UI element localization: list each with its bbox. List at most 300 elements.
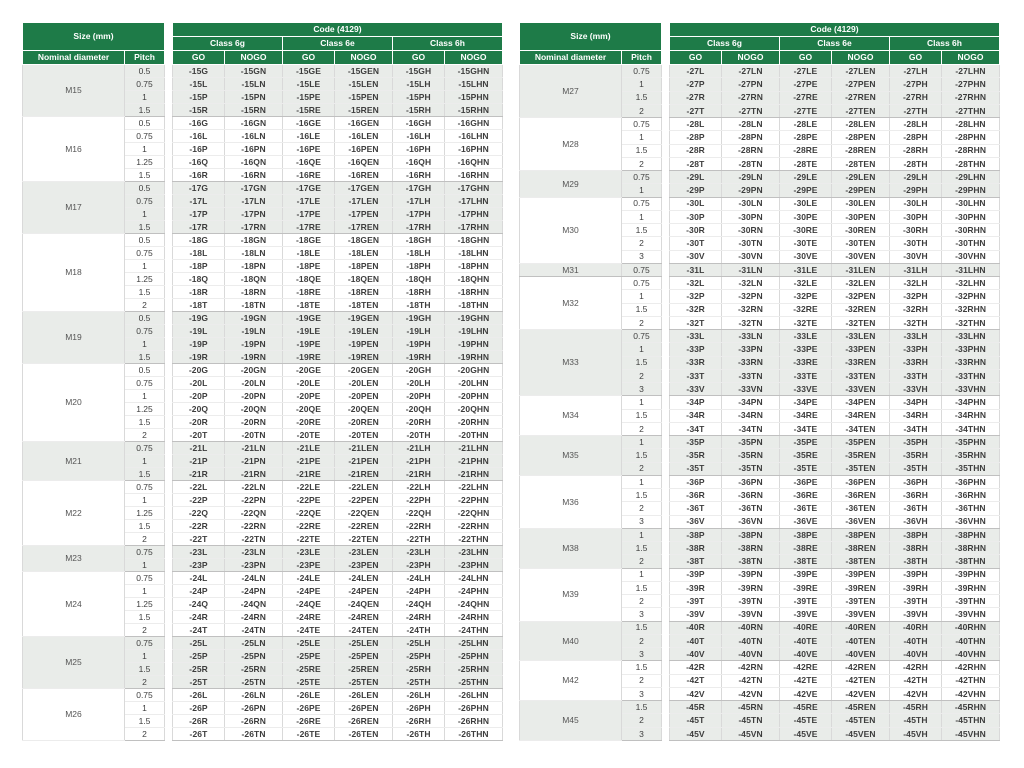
nogo-code-cell: -32LEN: [832, 277, 890, 290]
nogo-code-cell: -29LEN: [832, 171, 890, 184]
table-row: [520, 396, 1000, 409]
go-code-cell: -26R: [173, 715, 225, 728]
go-code-cell: -36VE: [780, 515, 832, 528]
pitch-cell: 2: [125, 429, 165, 442]
nogo-code-cell: -30RN: [722, 224, 780, 237]
header-class-6h: Class 6h: [890, 37, 1000, 51]
column-gap: [662, 648, 670, 661]
go-code-cell: -19PE: [283, 338, 335, 351]
go-code-cell: -31LE: [780, 263, 832, 276]
go-code-cell: -39TH: [890, 595, 942, 608]
go-code-cell: -39VE: [780, 608, 832, 621]
column-gap: [662, 608, 670, 621]
go-code-cell: -16L: [173, 130, 225, 143]
nogo-code-cell: -16PHN: [445, 143, 503, 156]
nogo-code-cell: -30PHN: [942, 210, 1000, 223]
nogo-code-cell: -34PHN: [942, 396, 1000, 409]
go-code-cell: -29LE: [780, 171, 832, 184]
pitch-cell: 3: [622, 383, 662, 396]
column-gap: [662, 303, 670, 316]
nominal-diameter-cell: M17: [23, 182, 125, 234]
column-gap: [662, 449, 670, 462]
nogo-code-cell: -28REN: [832, 144, 890, 157]
pitch-cell: 2: [125, 676, 165, 689]
nogo-code-cell: -26LN: [225, 689, 283, 702]
column-gap: [165, 325, 173, 338]
nogo-code-cell: -24RHN: [445, 611, 503, 624]
column-gap: [165, 689, 173, 702]
nogo-code-cell: -21PHN: [445, 455, 503, 468]
nogo-code-cell: -29PEN: [832, 184, 890, 197]
nogo-code-cell: -25PEN: [335, 650, 393, 663]
nogo-code-cell: -33RN: [722, 356, 780, 369]
nogo-code-cell: -18QHN: [445, 273, 503, 286]
nogo-code-cell: -18LHN: [445, 247, 503, 260]
nogo-code-cell: -16LEN: [335, 130, 393, 143]
go-code-cell: -40V: [670, 648, 722, 661]
nogo-code-cell: -15LN: [225, 78, 283, 91]
nogo-code-cell: -36PHN: [942, 475, 1000, 488]
nogo-code-cell: -29PN: [722, 184, 780, 197]
go-code-cell: -30T: [670, 237, 722, 250]
go-code-cell: -15R: [173, 104, 225, 117]
pitch-cell: 0.5: [125, 182, 165, 195]
go-code-cell: -21LE: [283, 442, 335, 455]
go-code-cell: -22RE: [283, 520, 335, 533]
column-gap: [165, 507, 173, 520]
nogo-code-cell: -20PHN: [445, 390, 503, 403]
nogo-code-cell: -22TEN: [335, 533, 393, 546]
nogo-code-cell: -20RN: [225, 416, 283, 429]
go-code-cell: -17P: [173, 208, 225, 221]
go-code-cell: -17RE: [283, 221, 335, 234]
go-code-cell: -29L: [670, 171, 722, 184]
nogo-code-cell: -23PEN: [335, 559, 393, 572]
column-gap: [165, 78, 173, 91]
go-code-cell: -30TH: [890, 237, 942, 250]
go-code-cell: -34RH: [890, 409, 942, 422]
nominal-diameter-cell: M20: [23, 364, 125, 442]
go-code-cell: -36RH: [890, 489, 942, 502]
nogo-code-cell: -16LN: [225, 130, 283, 143]
table-header: [23, 23, 503, 65]
nogo-code-cell: -24REN: [335, 611, 393, 624]
nogo-code-cell: -28PHN: [942, 131, 1000, 144]
go-code-cell: -36P: [670, 475, 722, 488]
nogo-code-cell: -34THN: [942, 422, 1000, 435]
pitch-cell: 1: [622, 396, 662, 409]
go-code-cell: -34R: [670, 409, 722, 422]
pitch-cell: 1.5: [622, 303, 662, 316]
go-code-cell: -42VE: [780, 687, 832, 700]
go-code-cell: -33P: [670, 343, 722, 356]
header-go-6h: GO: [393, 51, 445, 65]
go-code-cell: -34T: [670, 422, 722, 435]
nogo-code-cell: -38TN: [722, 555, 780, 568]
nogo-code-cell: -24LN: [225, 572, 283, 585]
pitch-cell: 0.75: [125, 130, 165, 143]
pitch-cell: 0.75: [125, 442, 165, 455]
nogo-code-cell: -17RHN: [445, 221, 503, 234]
go-code-cell: -32P: [670, 290, 722, 303]
column-gap: [165, 585, 173, 598]
go-code-cell: -16G: [173, 117, 225, 130]
go-code-cell: -30TE: [780, 237, 832, 250]
nogo-code-cell: -36THN: [942, 502, 1000, 515]
go-code-cell: -22QE: [283, 507, 335, 520]
nogo-code-cell: -24QHN: [445, 598, 503, 611]
table-row: [23, 637, 503, 650]
column-gap: [165, 195, 173, 208]
pitch-cell: 0.75: [622, 330, 662, 343]
go-code-cell: -24QH: [393, 598, 445, 611]
nogo-code-cell: -18PEN: [335, 260, 393, 273]
nogo-code-cell: -24PEN: [335, 585, 393, 598]
nogo-code-cell: -40REN: [832, 621, 890, 634]
go-code-cell: -30P: [670, 210, 722, 223]
nogo-code-cell: -27REN: [832, 91, 890, 104]
nogo-code-cell: -29LN: [722, 171, 780, 184]
column-gap: [165, 143, 173, 156]
pitch-cell: 1: [622, 131, 662, 144]
pitch-cell: 1.5: [125, 520, 165, 533]
nogo-code-cell: -22PHN: [445, 494, 503, 507]
go-code-cell: -20R: [173, 416, 225, 429]
go-code-cell: -25R: [173, 663, 225, 676]
pitch-cell: 1.5: [125, 663, 165, 676]
go-code-cell: -32LH: [890, 277, 942, 290]
nogo-code-cell: -16PEN: [335, 143, 393, 156]
nogo-code-cell: -36VEN: [832, 515, 890, 528]
nogo-code-cell: -39PHN: [942, 568, 1000, 581]
go-code-cell: -16R: [173, 169, 225, 182]
nogo-code-cell: -24RN: [225, 611, 283, 624]
go-code-cell: -18G: [173, 234, 225, 247]
go-code-cell: -17PE: [283, 208, 335, 221]
column-gap: [165, 260, 173, 273]
go-code-cell: -26P: [173, 702, 225, 715]
go-code-cell: -45V: [670, 727, 722, 741]
table-row: [520, 171, 1000, 184]
go-code-cell: -26LE: [283, 689, 335, 702]
go-code-cell: -32LE: [780, 277, 832, 290]
go-code-cell: -28PE: [780, 131, 832, 144]
go-code-cell: -32TH: [890, 316, 942, 329]
column-gap: [165, 234, 173, 247]
pitch-cell: 1.5: [622, 661, 662, 674]
nogo-code-cell: -16GEN: [335, 117, 393, 130]
go-code-cell: -32TE: [780, 316, 832, 329]
nominal-diameter-cell: M22: [23, 481, 125, 546]
go-code-cell: -42TH: [890, 674, 942, 687]
pitch-cell: 3: [622, 250, 662, 263]
nogo-code-cell: -32PEN: [832, 290, 890, 303]
pitch-cell: 0.5: [125, 117, 165, 130]
go-code-cell: -38PH: [890, 528, 942, 541]
pitch-cell: 0.75: [125, 195, 165, 208]
go-code-cell: -33V: [670, 383, 722, 396]
go-code-cell: -36PE: [780, 475, 832, 488]
nogo-code-cell: -40THN: [942, 634, 1000, 647]
go-code-cell: -22P: [173, 494, 225, 507]
pitch-cell: 0.75: [125, 325, 165, 338]
nogo-code-cell: -24TEN: [335, 624, 393, 637]
nogo-code-cell: -27LEN: [832, 65, 890, 78]
go-code-cell: -34TH: [890, 422, 942, 435]
column-gap: [165, 286, 173, 299]
go-code-cell: -21RH: [393, 468, 445, 481]
go-code-cell: -27PH: [890, 78, 942, 91]
nogo-code-cell: -22REN: [335, 520, 393, 533]
table-row: [520, 197, 1000, 210]
go-code-cell: -19RH: [393, 351, 445, 364]
go-code-cell: -18L: [173, 247, 225, 260]
nogo-code-cell: -42TEN: [832, 674, 890, 687]
go-code-cell: -33R: [670, 356, 722, 369]
nogo-code-cell: -33PHN: [942, 343, 1000, 356]
nogo-code-cell: -39REN: [832, 581, 890, 594]
go-code-cell: -24LH: [393, 572, 445, 585]
go-code-cell: -36R: [670, 489, 722, 502]
go-code-cell: -18PH: [393, 260, 445, 273]
nogo-code-cell: -30THN: [942, 237, 1000, 250]
nogo-code-cell: -20RHN: [445, 416, 503, 429]
nogo-code-cell: -30REN: [832, 224, 890, 237]
pitch-cell: 1: [125, 143, 165, 156]
column-gap: [165, 117, 173, 130]
nogo-code-cell: -20LHN: [445, 377, 503, 390]
header-column-gap: [165, 23, 173, 65]
column-gap: [662, 171, 670, 184]
go-code-cell: -18T: [173, 299, 225, 312]
nogo-code-cell: -26LEN: [335, 689, 393, 702]
nogo-code-cell: -20TEN: [335, 429, 393, 442]
column-gap: [662, 118, 670, 131]
go-code-cell: -25RE: [283, 663, 335, 676]
go-code-cell: -42V: [670, 687, 722, 700]
go-code-cell: -27RH: [890, 91, 942, 104]
nogo-code-cell: -35REN: [832, 449, 890, 462]
nogo-code-cell: -15GN: [225, 65, 283, 78]
header-nominal-diameter: Nominal diameter: [520, 51, 622, 65]
go-code-cell: -17LH: [393, 195, 445, 208]
go-code-cell: -15PH: [393, 91, 445, 104]
nogo-code-cell: -42VN: [722, 687, 780, 700]
go-code-cell: -27TH: [890, 104, 942, 117]
go-code-cell: -33PE: [780, 343, 832, 356]
nogo-code-cell: -45TN: [722, 714, 780, 727]
go-code-cell: -18RH: [393, 286, 445, 299]
go-code-cell: -20L: [173, 377, 225, 390]
nogo-code-cell: -18TEN: [335, 299, 393, 312]
go-code-cell: -16QH: [393, 156, 445, 169]
column-gap: [662, 542, 670, 555]
column-gap: [662, 581, 670, 594]
nogo-code-cell: -34RHN: [942, 409, 1000, 422]
pitch-cell: 1.5: [125, 468, 165, 481]
column-gap: [165, 221, 173, 234]
nogo-code-cell: -16QEN: [335, 156, 393, 169]
nogo-code-cell: -22QN: [225, 507, 283, 520]
table-row: [520, 65, 1000, 78]
nogo-code-cell: -38PHN: [942, 528, 1000, 541]
table-row: [520, 330, 1000, 343]
nogo-code-cell: -34TN: [722, 422, 780, 435]
header-size: Size (mm): [520, 23, 662, 51]
go-code-cell: -19GH: [393, 312, 445, 325]
nominal-diameter-cell: M28: [520, 118, 622, 171]
nogo-code-cell: -42RN: [722, 661, 780, 674]
nominal-diameter-cell: M29: [520, 171, 622, 198]
go-code-cell: -18LH: [393, 247, 445, 260]
column-gap: [662, 489, 670, 502]
column-gap: [662, 621, 670, 634]
column-gap: [165, 520, 173, 533]
go-code-cell: -27L: [670, 65, 722, 78]
nogo-code-cell: -22QEN: [335, 507, 393, 520]
nominal-diameter-cell: M24: [23, 572, 125, 637]
go-code-cell: -42TE: [780, 674, 832, 687]
nogo-code-cell: -31LHN: [942, 263, 1000, 276]
nogo-code-cell: -38PEN: [832, 528, 890, 541]
go-code-cell: -20PH: [393, 390, 445, 403]
go-code-cell: -31LH: [890, 263, 942, 276]
nogo-code-cell: -27LN: [722, 65, 780, 78]
go-code-cell: -18GH: [393, 234, 445, 247]
go-code-cell: -35T: [670, 462, 722, 475]
go-code-cell: -22RH: [393, 520, 445, 533]
pitch-cell: 2: [622, 316, 662, 329]
nogo-code-cell: -25PN: [225, 650, 283, 663]
table-row: [23, 689, 503, 702]
nogo-code-cell: -30VN: [722, 250, 780, 263]
go-code-cell: -32PH: [890, 290, 942, 303]
pitch-cell: 1: [125, 390, 165, 403]
nogo-code-cell: -33THN: [942, 369, 1000, 382]
go-code-cell: -28TH: [890, 157, 942, 170]
go-code-cell: -36T: [670, 502, 722, 515]
pitch-cell: 1.5: [125, 611, 165, 624]
nogo-code-cell: -26TEN: [335, 728, 393, 741]
nogo-code-cell: -20GN: [225, 364, 283, 377]
nogo-code-cell: -25LHN: [445, 637, 503, 650]
nogo-code-cell: -30VHN: [942, 250, 1000, 263]
nogo-code-cell: -15PN: [225, 91, 283, 104]
pitch-cell: 1.5: [125, 416, 165, 429]
go-code-cell: -32RE: [780, 303, 832, 316]
go-code-cell: -28LH: [890, 118, 942, 131]
go-code-cell: -22PH: [393, 494, 445, 507]
go-code-cell: -15LH: [393, 78, 445, 91]
nogo-code-cell: -18GEN: [335, 234, 393, 247]
go-code-cell: -24R: [173, 611, 225, 624]
header-size: Size (mm): [23, 23, 165, 51]
go-code-cell: -45RE: [780, 701, 832, 714]
go-code-cell: -39V: [670, 608, 722, 621]
go-code-cell: -20Q: [173, 403, 225, 416]
nogo-code-cell: -25LEN: [335, 637, 393, 650]
pitch-cell: 1.5: [622, 91, 662, 104]
nogo-code-cell: -20LEN: [335, 377, 393, 390]
header-class-6e: Class 6e: [780, 37, 890, 51]
pitch-cell: 1: [125, 585, 165, 598]
header-class-6g: Class 6g: [173, 37, 283, 51]
pitch-cell: 2: [125, 624, 165, 637]
nominal-diameter-cell: M19: [23, 312, 125, 364]
column-gap: [165, 429, 173, 442]
nogo-code-cell: -16QHN: [445, 156, 503, 169]
go-code-cell: -15GE: [283, 65, 335, 78]
nogo-code-cell: -21PEN: [335, 455, 393, 468]
table-row: [23, 182, 503, 195]
go-code-cell: -45R: [670, 701, 722, 714]
nogo-code-cell: -19PN: [225, 338, 283, 351]
go-code-cell: -39VH: [890, 608, 942, 621]
go-code-cell: -40TE: [780, 634, 832, 647]
pitch-cell: 0.75: [125, 572, 165, 585]
nogo-code-cell: -32PN: [722, 290, 780, 303]
nogo-code-cell: -19REN: [335, 351, 393, 364]
nogo-code-cell: -35PEN: [832, 436, 890, 449]
go-code-cell: -15RH: [393, 104, 445, 117]
nogo-code-cell: -27RHN: [942, 91, 1000, 104]
column-gap: [662, 555, 670, 568]
pitch-cell: 1: [622, 78, 662, 91]
go-code-cell: -25LH: [393, 637, 445, 650]
go-code-cell: -35PH: [890, 436, 942, 449]
nogo-code-cell: -35TEN: [832, 462, 890, 475]
go-code-cell: -18GE: [283, 234, 335, 247]
go-code-cell: -33RE: [780, 356, 832, 369]
go-code-cell: -28PH: [890, 131, 942, 144]
go-code-cell: -39RH: [890, 581, 942, 594]
nogo-code-cell: -45THN: [942, 714, 1000, 727]
go-code-cell: -24P: [173, 585, 225, 598]
go-code-cell: -40T: [670, 634, 722, 647]
nogo-code-cell: -39PN: [722, 568, 780, 581]
nogo-code-cell: -22RHN: [445, 520, 503, 533]
nominal-diameter-cell: M34: [520, 396, 622, 436]
nogo-code-cell: -25TEN: [335, 676, 393, 689]
pitch-cell: 1.5: [622, 581, 662, 594]
nogo-code-cell: -40TN: [722, 634, 780, 647]
pitch-cell: 0.75: [622, 263, 662, 276]
thread-gauge-code-table-left: [22, 22, 503, 741]
go-code-cell: -42VH: [890, 687, 942, 700]
nogo-code-cell: -15LEN: [335, 78, 393, 91]
table-row: [23, 234, 503, 247]
column-gap: [165, 364, 173, 377]
table-row: [520, 661, 1000, 674]
pitch-cell: 2: [622, 462, 662, 475]
nogo-code-cell: -32RN: [722, 303, 780, 316]
column-gap: [662, 634, 670, 647]
go-code-cell: -18PE: [283, 260, 335, 273]
header-pitch: Pitch: [622, 51, 662, 65]
nominal-diameter-cell: M38: [520, 528, 622, 568]
pitch-cell: 1.25: [125, 156, 165, 169]
nogo-code-cell: -20LN: [225, 377, 283, 390]
column-gap: [662, 104, 670, 117]
nogo-code-cell: -35PHN: [942, 436, 1000, 449]
pitch-cell: 1: [125, 494, 165, 507]
nogo-code-cell: -40RHN: [942, 621, 1000, 634]
pitch-cell: 1.25: [125, 273, 165, 286]
go-code-cell: -34PH: [890, 396, 942, 409]
nogo-code-cell: -42REN: [832, 661, 890, 674]
nogo-code-cell: -36REN: [832, 489, 890, 502]
go-code-cell: -34P: [670, 396, 722, 409]
